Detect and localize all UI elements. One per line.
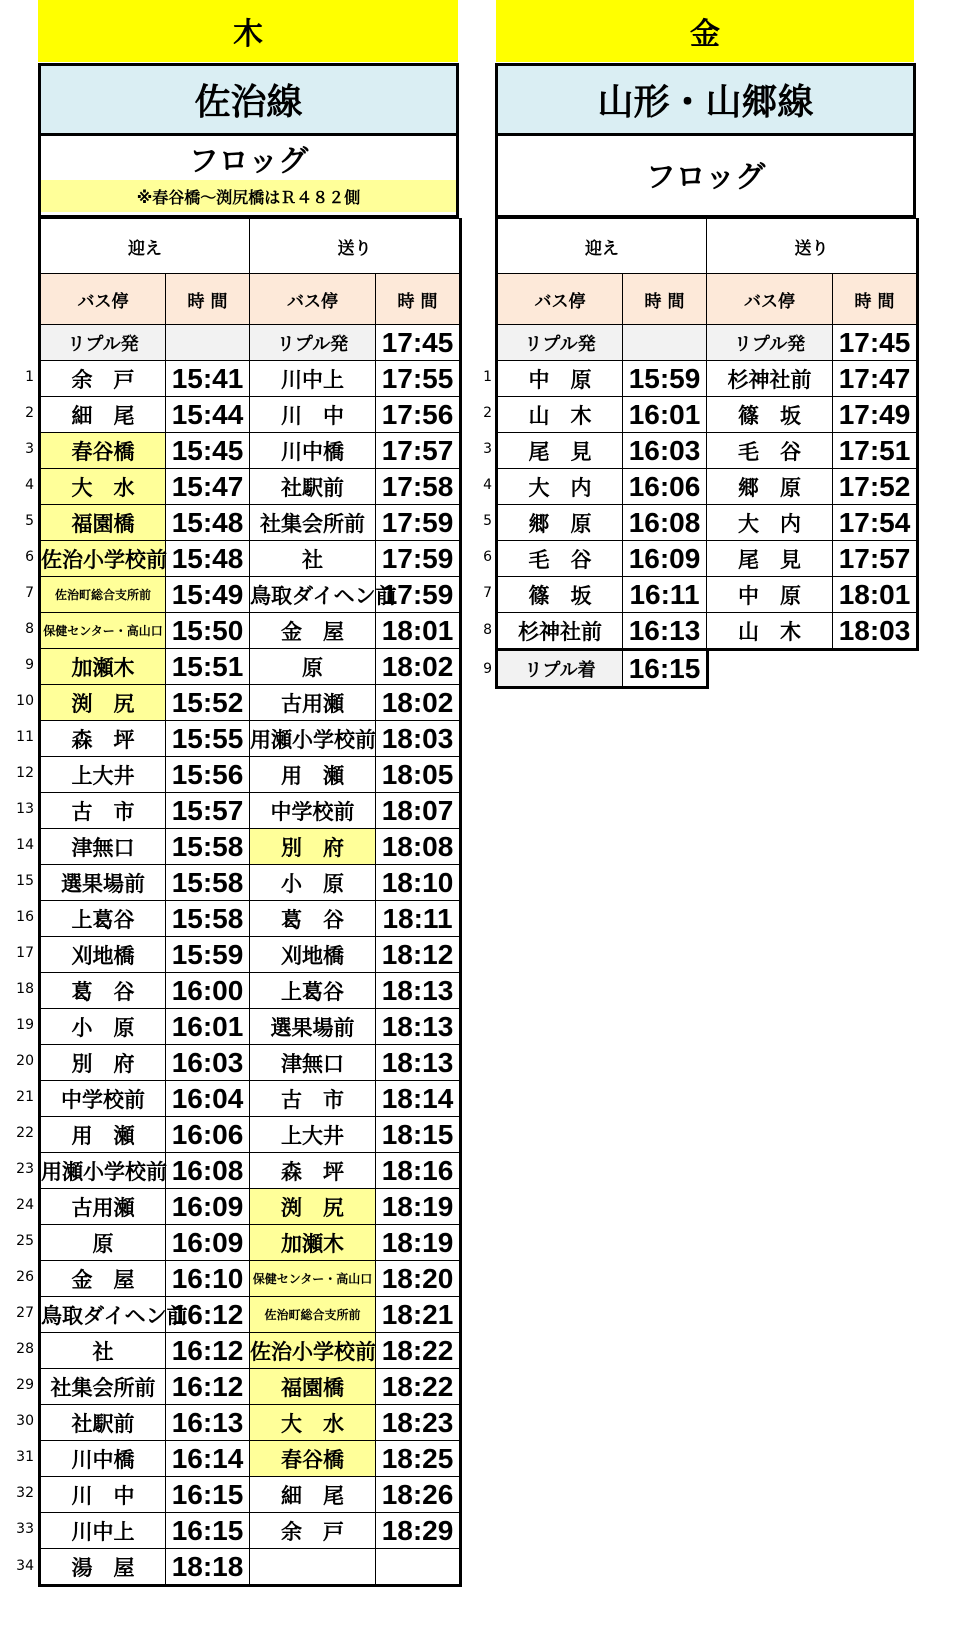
pickup-stop: 古用瀬	[40, 1189, 166, 1225]
dropoff-time: 18:03	[376, 721, 461, 757]
pickup-stop: 中学校前	[40, 1081, 166, 1117]
pickup-time: 15:59	[166, 937, 250, 973]
dropoff-time: 18:21	[376, 1297, 461, 1333]
dropoff-stop: 用 瀬	[250, 757, 376, 793]
pickup-stop: 川中橋	[40, 1441, 166, 1477]
table-row	[40, 937, 461, 973]
row-number: 29	[16, 1377, 34, 1393]
row-number: 6	[483, 549, 492, 565]
dropoff-stop: 選果場前	[250, 1009, 376, 1045]
dropoff-time: 17:51	[833, 433, 918, 469]
pickup-time: 16:01	[623, 397, 707, 433]
table-row	[40, 793, 461, 829]
dropoff-time: 18:22	[376, 1369, 461, 1405]
dropoff-time: 18:13	[376, 1045, 461, 1081]
table-row	[40, 1009, 461, 1045]
dropoff-stop: 大 内	[707, 505, 833, 541]
pickup-stop: 大 内	[497, 469, 623, 505]
table-row	[497, 397, 918, 433]
row-number: 7	[483, 585, 492, 601]
dropoff-stop: 福園橋	[250, 1369, 376, 1405]
dropoff-stop: 山 木	[707, 613, 833, 650]
pickup-stop: 中 原	[497, 361, 623, 397]
dropoff-stop: 保健センター・高山口	[250, 1261, 376, 1297]
dropoff-time: 17:57	[376, 433, 461, 469]
pickup-stop: 金 屋	[40, 1261, 166, 1297]
pickup-time: 15:58	[166, 829, 250, 865]
dropoff-time	[376, 1549, 461, 1586]
row-number: 28	[16, 1341, 34, 1357]
pickup-stop: 佐治町総合支所前	[40, 577, 166, 613]
col-stop: バス停	[40, 274, 166, 325]
timetable-right	[495, 218, 919, 651]
dropoff-time: 17:57	[833, 541, 918, 577]
row-number: 25	[16, 1233, 34, 1249]
dropoff-stop: 社集会所前	[250, 505, 376, 541]
dropoff-stop: 春谷橋	[250, 1441, 376, 1477]
pickup-time: 16:12	[166, 1333, 250, 1369]
row-number: 26	[16, 1269, 34, 1285]
dropoff-time: 18:19	[376, 1225, 461, 1261]
pickup-time: 15:48	[166, 541, 250, 577]
table-row	[40, 721, 461, 757]
origin-stop: リプル発	[707, 325, 833, 361]
pickup-time: 16:13	[166, 1405, 250, 1441]
dropoff-stop: 用瀬小学校前	[250, 721, 376, 757]
table-row	[497, 613, 918, 650]
pickup-time: 16:06	[623, 469, 707, 505]
dropoff-stop: 大 水	[250, 1405, 376, 1441]
row-number: 15	[16, 873, 34, 889]
pickup-time: 16:09	[166, 1189, 250, 1225]
pickup-header: 迎え	[40, 219, 250, 274]
dropoff-stop: 川中橋	[250, 433, 376, 469]
arrival-time: 16:15	[623, 651, 708, 688]
day-banner-friday	[496, 0, 914, 62]
row-number: 12	[16, 765, 34, 781]
pickup-stop: 細 尾	[40, 397, 166, 433]
dropoff-stop: 加瀬木	[250, 1225, 376, 1261]
origin-stop: リプル発	[497, 325, 623, 361]
pickup-stop: 川 中	[40, 1477, 166, 1513]
pickup-stop: 別 府	[40, 1045, 166, 1081]
row-number: 3	[483, 441, 492, 457]
dropoff-stop: 金 屋	[250, 613, 376, 649]
row-number: 18	[16, 981, 34, 997]
service-name: フロッグ	[645, 160, 766, 195]
row-number: 27	[16, 1305, 34, 1321]
row-number: 2	[483, 405, 492, 421]
pickup-time: 15:56	[166, 757, 250, 793]
dropoff-time: 18:02	[376, 649, 461, 685]
pickup-stop: 上大井	[40, 757, 166, 793]
pickup-time: 16:03	[623, 433, 707, 469]
dropoff-stop: 中学校前	[250, 793, 376, 829]
pickup-time: 15:52	[166, 685, 250, 721]
dropoff-stop: 中 原	[707, 577, 833, 613]
dropoff-stop: 社	[250, 541, 376, 577]
dropoff-stop: 佐治町総合支所前	[250, 1297, 376, 1333]
table-row	[40, 1549, 461, 1586]
row-number: 11	[16, 729, 34, 745]
row-number: 7	[25, 585, 34, 601]
row-number: 10	[16, 693, 34, 709]
table-row	[40, 1225, 461, 1261]
pickup-time: 15:41	[166, 361, 250, 397]
pickup-stop: 鳥取ダイヘン前	[40, 1297, 166, 1333]
col-stop: バス停	[250, 274, 376, 325]
dropoff-time: 17:55	[376, 361, 461, 397]
row-number: 6	[25, 549, 34, 565]
col-time: 時 間	[376, 274, 461, 325]
dropoff-time: 17:54	[833, 505, 918, 541]
pickup-stop: 毛 谷	[497, 541, 623, 577]
dropoff-stop: 渕 尻	[250, 1189, 376, 1225]
pickup-time: 15:48	[166, 505, 250, 541]
row-number: 4	[483, 477, 492, 493]
pickup-time: 16:12	[166, 1297, 250, 1333]
pickup-stop: 湯 屋	[40, 1549, 166, 1586]
pickup-time: 15:55	[166, 721, 250, 757]
dropoff-stop: 郷 原	[707, 469, 833, 505]
dropoff-stop: 古用瀬	[250, 685, 376, 721]
route-title-box	[495, 63, 916, 136]
dropoff-stop: 刈地橋	[250, 937, 376, 973]
table-row	[497, 505, 918, 541]
service-name: フロッグ	[188, 144, 309, 179]
table-row	[40, 1441, 461, 1477]
pickup-stop: 刈地橋	[40, 937, 166, 973]
dropoff-stop: 川 中	[250, 397, 376, 433]
row-number: 23	[16, 1161, 34, 1177]
row-number: 32	[16, 1485, 34, 1501]
row-number: 13	[16, 801, 34, 817]
pickup-time: 16:15	[166, 1513, 250, 1549]
dropoff-time: 18:07	[376, 793, 461, 829]
table-row	[40, 1117, 461, 1153]
origin-time: 17:45	[833, 325, 918, 361]
table-row	[40, 757, 461, 793]
pickup-stop: 津無口	[40, 829, 166, 865]
dropoff-stop	[250, 1549, 376, 1586]
pickup-stop: 余 戸	[40, 361, 166, 397]
col-time: 時 間	[623, 274, 707, 325]
dropoff-stop: 葛 谷	[250, 901, 376, 937]
dropoff-time: 18:10	[376, 865, 461, 901]
pickup-time: 15:58	[166, 901, 250, 937]
pickup-stop: 郷 原	[497, 505, 623, 541]
dropoff-stop: 津無口	[250, 1045, 376, 1081]
dropoff-stop: 社駅前	[250, 469, 376, 505]
day-label: 金	[690, 17, 720, 52]
table-row	[40, 1189, 461, 1225]
service-box	[38, 136, 459, 218]
pickup-time: 15:45	[166, 433, 250, 469]
origin-stop: リプル発	[250, 325, 376, 361]
pickup-time: 16:04	[166, 1081, 250, 1117]
pickup-time: 16:08	[623, 505, 707, 541]
col-time: 時 間	[833, 274, 918, 325]
dropoff-stop: 佐治小学校前	[250, 1333, 376, 1369]
pickup-time: 18:18	[166, 1549, 250, 1586]
pickup-stop: 尾 見	[497, 433, 623, 469]
dropoff-time: 18:22	[376, 1333, 461, 1369]
table-row	[40, 1513, 461, 1549]
pickup-time: 16:13	[623, 613, 707, 650]
table-row	[40, 397, 461, 433]
pickup-stop: 保健センター・高山口	[40, 613, 166, 649]
dropoff-stop: 毛 谷	[707, 433, 833, 469]
row-number: 30	[16, 1413, 34, 1429]
dropoff-stop: 細 尾	[250, 1477, 376, 1513]
table-row	[40, 505, 461, 541]
row-number: 20	[16, 1053, 34, 1069]
dropoff-time: 18:23	[376, 1405, 461, 1441]
dropoff-time: 18:13	[376, 973, 461, 1009]
dropoff-time: 18:25	[376, 1441, 461, 1477]
dropoff-stop: 森 坪	[250, 1153, 376, 1189]
row-number: 2	[25, 405, 34, 421]
pickup-time: 15:58	[166, 865, 250, 901]
pickup-stop: 杉神社前	[497, 613, 623, 650]
row-number: 5	[25, 513, 34, 529]
row-number: 17	[16, 945, 34, 961]
pickup-stop: 福園橋	[40, 505, 166, 541]
pickup-time: 16:06	[166, 1117, 250, 1153]
dropoff-time: 17:47	[833, 361, 918, 397]
origin-time-empty	[166, 325, 250, 361]
col-time: 時 間	[166, 274, 250, 325]
route-title: 佐治線	[194, 82, 303, 123]
row-number: 3	[25, 441, 34, 457]
pickup-header: 迎え	[497, 219, 707, 274]
table-row	[497, 433, 918, 469]
table-row	[40, 1405, 461, 1441]
pickup-stop: 加瀬木	[40, 649, 166, 685]
route-title: 山形・山郷線	[597, 82, 814, 123]
day-label: 木	[233, 17, 263, 52]
pickup-stop: 用瀬小学校前	[40, 1153, 166, 1189]
row-number: 4	[25, 477, 34, 493]
pickup-time: 16:01	[166, 1009, 250, 1045]
arrival-stop: リプル着	[497, 651, 623, 688]
table-row	[40, 1261, 461, 1297]
row-number: 19	[16, 1017, 34, 1033]
dropoff-stop: 原	[250, 649, 376, 685]
route-note: ※春谷橋～渕尻橋はＲ４８２側	[41, 180, 456, 212]
dropoff-stop: 古 市	[250, 1081, 376, 1117]
pickup-stop: 佐治小学校前	[40, 541, 166, 577]
pickup-stop: 篠 坂	[497, 577, 623, 613]
table-row	[40, 541, 461, 577]
dropoff-stop: 尾 見	[707, 541, 833, 577]
pickup-time: 16:10	[166, 1261, 250, 1297]
origin-stop: リプル発	[40, 325, 166, 361]
row-number: 34	[16, 1557, 34, 1574]
dropoff-time: 18:12	[376, 937, 461, 973]
table-row	[497, 361, 918, 397]
pickup-stop: 渕 尻	[40, 685, 166, 721]
row-number: 14	[16, 837, 34, 853]
pickup-time: 16:03	[166, 1045, 250, 1081]
row-number: 22	[16, 1125, 34, 1141]
pickup-time: 15:51	[166, 649, 250, 685]
row-number: 9	[25, 657, 34, 673]
dropoff-stop: 上大井	[250, 1117, 376, 1153]
pickup-stop: 小 原	[40, 1009, 166, 1045]
pickup-stop: 上葛谷	[40, 901, 166, 937]
origin-time-empty	[623, 325, 707, 361]
pickup-stop: 原	[40, 1225, 166, 1261]
table-row	[497, 577, 918, 613]
pickup-time: 15:47	[166, 469, 250, 505]
table-row	[40, 613, 461, 649]
pickup-stop: 葛 谷	[40, 973, 166, 1009]
pickup-time: 16:14	[166, 1441, 250, 1477]
table-row	[40, 361, 461, 397]
table-row	[40, 1333, 461, 1369]
dropoff-stop: 篠 坂	[707, 397, 833, 433]
pickup-time: 16:12	[166, 1369, 250, 1405]
row-number: 5	[483, 513, 492, 529]
dropoff-time: 18:05	[376, 757, 461, 793]
row-number: 8	[483, 621, 492, 638]
pickup-time: 16:08	[166, 1153, 250, 1189]
timetable-left	[38, 218, 462, 1587]
dropoff-stop: 余 戸	[250, 1513, 376, 1549]
table-row	[40, 901, 461, 937]
dropoff-time: 18:11	[376, 901, 461, 937]
pickup-stop: 森 坪	[40, 721, 166, 757]
table-row	[40, 973, 461, 1009]
origin-time: 17:45	[376, 325, 461, 361]
table-row	[497, 541, 918, 577]
dropoff-time: 18:02	[376, 685, 461, 721]
pickup-time: 16:11	[623, 577, 707, 613]
pickup-stop: 社駅前	[40, 1405, 166, 1441]
pickup-time: 15:59	[623, 361, 707, 397]
dropoff-time: 17:56	[376, 397, 461, 433]
pickup-time: 16:09	[166, 1225, 250, 1261]
dropoff-time: 17:59	[376, 577, 461, 613]
day-banner-thursday	[38, 0, 458, 62]
dropoff-time: 17:52	[833, 469, 918, 505]
dropoff-time: 18:13	[376, 1009, 461, 1045]
table-row	[40, 1045, 461, 1081]
row-number: 1	[25, 369, 34, 385]
dropoff-stop: 川中上	[250, 361, 376, 397]
dropoff-time: 18:01	[376, 613, 461, 649]
pickup-stop: 山 木	[497, 397, 623, 433]
pickup-stop: 古 市	[40, 793, 166, 829]
dropoff-time: 18:15	[376, 1117, 461, 1153]
dropoff-header: 送り	[250, 219, 461, 274]
table-row	[40, 1153, 461, 1189]
dropoff-time: 18:03	[833, 613, 918, 650]
dropoff-time: 18:26	[376, 1477, 461, 1513]
service-box	[495, 136, 916, 218]
pickup-time: 16:09	[623, 541, 707, 577]
pickup-time: 16:00	[166, 973, 250, 1009]
table-row	[40, 433, 461, 469]
pickup-stop: 選果場前	[40, 865, 166, 901]
dropoff-time: 17:59	[376, 541, 461, 577]
table-row	[40, 649, 461, 685]
pickup-stop: 用 瀬	[40, 1117, 166, 1153]
table-row	[40, 1369, 461, 1405]
row-number: 16	[16, 909, 34, 925]
row-number: 33	[16, 1521, 34, 1537]
dropoff-stop: 小 原	[250, 865, 376, 901]
dropoff-stop: 鳥取ダイヘン前	[250, 577, 376, 613]
pickup-stop: 社	[40, 1333, 166, 1369]
dropoff-time: 18:16	[376, 1153, 461, 1189]
dropoff-stop: 杉神社前	[707, 361, 833, 397]
table-row	[40, 1477, 461, 1513]
pickup-stop: 大 水	[40, 469, 166, 505]
pickup-time: 15:50	[166, 613, 250, 649]
table-row	[40, 577, 461, 613]
dropoff-time: 18:01	[833, 577, 918, 613]
table-row	[497, 469, 918, 505]
col-stop: バス停	[497, 274, 623, 325]
pickup-stop: 春谷橋	[40, 433, 166, 469]
pickup-time: 16:15	[166, 1477, 250, 1513]
pickup-time: 15:49	[166, 577, 250, 613]
table-row	[40, 829, 461, 865]
dropoff-time: 18:19	[376, 1189, 461, 1225]
dropoff-time: 18:29	[376, 1513, 461, 1549]
pickup-stop: 川中上	[40, 1513, 166, 1549]
pickup-stop: 社集会所前	[40, 1369, 166, 1405]
dropoff-stop: 別 府	[250, 829, 376, 865]
dropoff-time: 17:58	[376, 469, 461, 505]
dropoff-time: 18:08	[376, 829, 461, 865]
row-number: 24	[16, 1197, 34, 1213]
dropoff-stop: 上葛谷	[250, 973, 376, 1009]
pickup-time: 15:44	[166, 397, 250, 433]
table-row	[40, 865, 461, 901]
dropoff-time: 18:14	[376, 1081, 461, 1117]
table-row	[40, 685, 461, 721]
dropoff-time: 17:49	[833, 397, 918, 433]
table-row	[40, 469, 461, 505]
table-row	[40, 1081, 461, 1117]
arrival-table	[495, 650, 709, 689]
dropoff-time: 18:20	[376, 1261, 461, 1297]
dropoff-time: 17:59	[376, 505, 461, 541]
row-number: 1	[483, 369, 492, 385]
row-number: 9	[483, 660, 492, 677]
table-row	[40, 1297, 461, 1333]
row-number: 31	[16, 1449, 34, 1465]
col-stop: バス停	[707, 274, 833, 325]
pickup-time: 15:57	[166, 793, 250, 829]
row-number: 8	[25, 621, 34, 637]
row-number: 21	[16, 1089, 34, 1105]
route-title-box	[38, 63, 459, 136]
dropoff-header: 送り	[707, 219, 918, 274]
